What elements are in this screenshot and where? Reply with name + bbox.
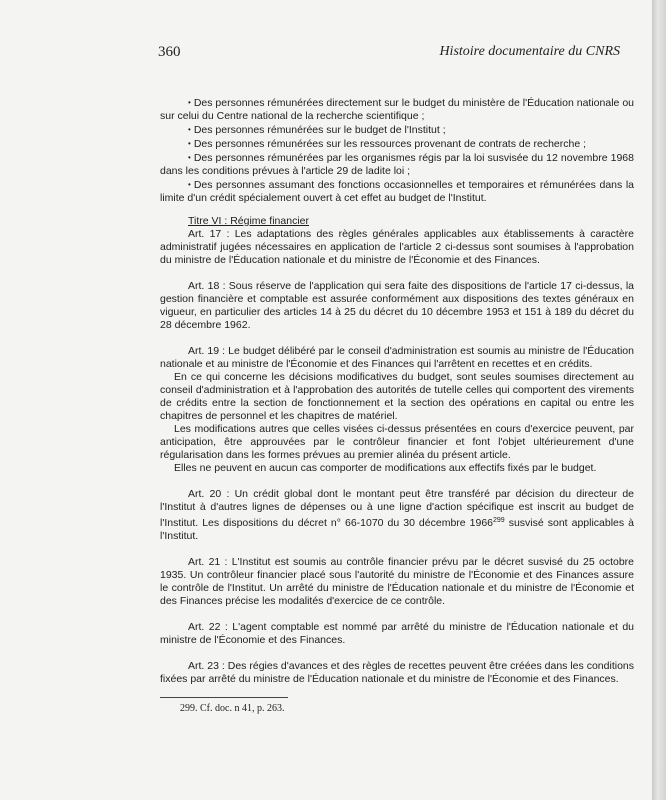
footnote-reference: 299 xyxy=(493,517,505,524)
article-19-paragraph: Les modifications autres que celles visées ci-dessus présentées en cours d'exercice peuvent, par anticipation, être approuvées par le contrôleur financier et font l'objet ultérieurement d'une régularisation dans les formes prévues au premier alinéa du présent article. xyxy=(160,423,634,461)
bullet-icon: • xyxy=(188,125,191,134)
page-number: 360 xyxy=(158,44,181,60)
bullet-icon: • xyxy=(188,153,191,162)
bullet-item: • Des personnes assumant des fonctions occasionnelles et temporaires et rémunérées dans la limite d'un crédit spécialement ouvert à cet effet au budget de l'Institut. xyxy=(160,179,634,204)
footnote-divider xyxy=(160,697,288,698)
section-title: Titre VI : Régime financier xyxy=(188,215,309,227)
page-body xyxy=(160,96,634,686)
bullet-item: • Des personnes rémunérées sur le budget de l'Institut ; xyxy=(188,124,446,136)
article-19-paragraph: En ce qui concerne les décisions modificatives du budget, sont seules soumises directement au conseil d'administration et à l'approbation des autorités de tutelle celles qui comportent des virements de crédits entre la section de fonctionnement et la section des opérations en capital ou entre les chapitres de personnel et les chapitres de matériel. xyxy=(160,371,634,422)
bullet-icon: • xyxy=(188,139,191,148)
article-20: Art. 20 : Un crédit global dont le montant peut être transféré par décision du directeur de l'Institut à d'autres lignes de dépenses ou à une ligne d'action spécifique est inscrit au budget de l'Institut. Les dispositions du décret n° 66-1070 du 30 décembre 1966$^{299}$ susvisé sont applicables à l'Institut. xyxy=(160,488,634,542)
article-18: Art. 18 : Sous réserve de l'application qui sera faite des dispositions de l'article 17 ci-dessus, la gestion financière et comptable est assurée conformément aux dispositions des textes généraux en vigueur, en particulier des articles 14 à 25 du décret du 10 décembre 1953 et 151 à 189 du décret du 28 décembre 1962. xyxy=(160,280,634,331)
article-22: Art. 22 : L'agent comptable est nommé par arrêté du ministre de l'Éducation nationale et du ministre de l'Économie et des Finances. xyxy=(160,621,634,646)
bullet-item: • Des personnes rémunérées par les organismes régis par la loi susvisée du 12 novembre 1968 dans les conditions prévues à l'article 29 de ladite loi ; xyxy=(160,152,634,177)
article-17: Art. 17 : Les adaptations des règles générales applicables aux établissements à caractère administratif jugées nécessaires en application de l'article 2 ci-dessus sont soumises à l'approbation du ministre de l'Éducation nationale et du ministre de l'Économie et des Finances. xyxy=(160,228,634,266)
bullet-icon: • xyxy=(188,180,191,189)
article-23: Art. 23 : Des régies d'avances et des règles de recettes peuvent être créées dans les conditions fixées par arrêté du ministre de l'Éducation nationale et du ministre de l'Économie et des Finances. xyxy=(160,660,634,685)
running-title: Histoire documentaire du CNRS xyxy=(439,44,620,59)
article-19: Art. 19 : Le budget délibéré par le conseil d'administration est soumis au ministre de l'Éducation nationale et au ministre de l'Économie et des Finances qui l'arrêtent en recettes et en crédits. xyxy=(160,345,634,370)
page-edge xyxy=(652,0,666,800)
bullet-item: • Des personnes rémunérées sur les ressources provenant de contrats de recherche ; xyxy=(188,138,587,150)
page-header xyxy=(158,44,620,64)
bullet-icon: • xyxy=(188,98,191,107)
article-21: Art. 21 : L'Institut est soumis au contrôle financier prévu par le décret susvisé du 25 octobre 1935. Un contrôleur financier placé sous l'autorité du ministre de l'Économie et des Finances assure le contrôle de l'Institut. Un arrêté du ministre de l'Éducation nationale et du ministre de l'Économie et des Finances précise les modalités d'exercice de ce contrôle. xyxy=(160,556,634,607)
article-19-paragraph: Elles ne peuvent en aucun cas comporter de modifications aux effectifs fixés par le budget. xyxy=(174,462,597,474)
footnote: 299. Cf. doc. n 41, p. 263. xyxy=(180,703,285,714)
bullet-item: • Des personnes rémunérées directement sur le budget du ministère de l'Éducation nationale ou sur celui du Centre national de la recherche scientifique ; xyxy=(160,97,634,122)
